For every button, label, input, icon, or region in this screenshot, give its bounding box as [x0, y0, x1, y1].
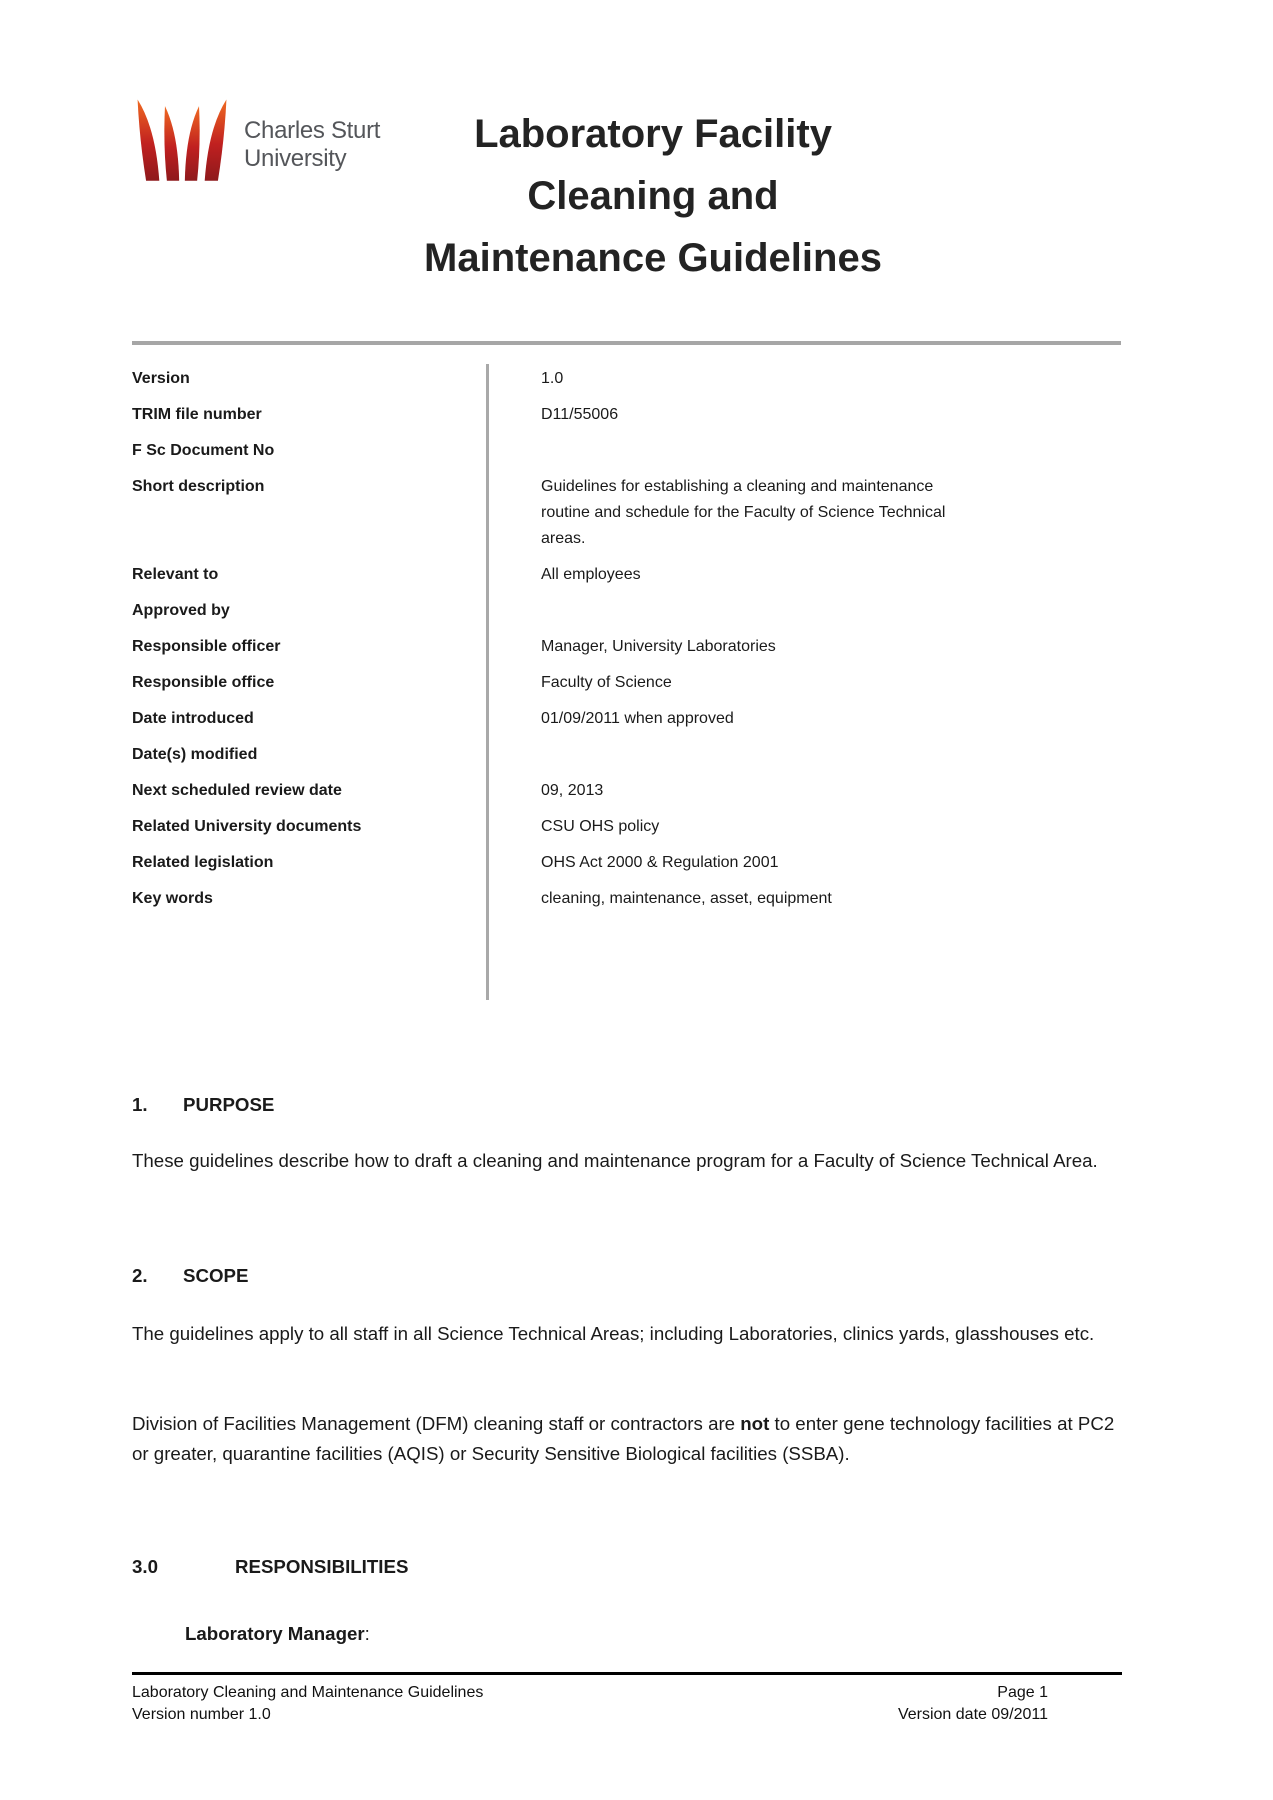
section-title: RESPONSIBILITIES: [235, 1556, 409, 1577]
footer-doc-title: Laboratory Cleaning and Maintenance Guidelines: [132, 1684, 484, 1701]
metadata-row: [132, 366, 1122, 392]
metadata-row: [132, 634, 1122, 660]
metadata-label: Next scheduled review date: [132, 782, 342, 799]
section-title: SCOPE: [183, 1265, 249, 1286]
footer-version-date: Version date 09/2011: [897, 1706, 1048, 1723]
metadata-label: Version: [132, 370, 190, 387]
metadata-label: Related legislation: [132, 854, 274, 871]
metadata-label: Approved by: [132, 602, 230, 619]
section-number: 2.: [132, 1265, 148, 1286]
metadata-row: [132, 886, 1122, 912]
metadata-row: [132, 706, 1122, 732]
metadata-label: Responsible office: [132, 674, 275, 691]
logo-org-line1: Charles Sturt: [244, 117, 381, 144]
metadata-row: [132, 850, 1122, 876]
metadata-value: OHS Act 2000 & Regulation 2001: [541, 854, 779, 871]
title-line3: Maintenance Guidelines: [424, 236, 882, 280]
section-heading-scope: [132, 1265, 248, 1287]
metadata-label: Related University documents: [132, 818, 362, 835]
metadata-label: Date introduced: [132, 710, 254, 727]
title-line1: Laboratory Facility: [474, 112, 832, 156]
metadata-value: 09, 2013: [541, 782, 604, 799]
section-heading-purpose: [132, 1094, 274, 1116]
metadata-table: [132, 366, 1122, 922]
metadata-row: [132, 814, 1122, 840]
metadata-value: cleaning, maintenance, asset, equipment: [541, 890, 832, 907]
metadata-value: Manager, University Laboratories: [541, 638, 776, 655]
metadata-label: Key words: [132, 890, 213, 907]
metadata-row: [132, 670, 1122, 696]
scope-p2-text: Division of Facilities Management (DFM) cleaning staff or contractors are: [132, 1413, 741, 1434]
footer-rule: [132, 1672, 1122, 1675]
role-colon: :: [364, 1623, 370, 1644]
footer-left: [132, 1682, 483, 1726]
responsibility-role-heading: [185, 1619, 370, 1649]
metadata-label: F Sc Document No: [132, 442, 275, 459]
section-number: 3.0: [132, 1556, 158, 1577]
metadata-value: CSU OHS policy: [541, 818, 660, 835]
scope-p2-emphasis: not: [740, 1413, 770, 1434]
logo-org-line2: University: [244, 145, 347, 172]
footer-right: [898, 1682, 1122, 1726]
footer-page-number: Page 1: [997, 1684, 1048, 1701]
metadata-value: 01/09/2011 when approved: [541, 710, 734, 727]
metadata-row: [132, 562, 1122, 588]
metadata-value: Guidelines for establishing a cleaning and maintenance routine and schedule for the Faculty of Science Technical areas.: [541, 478, 946, 547]
metadata-value: D11/55006: [541, 406, 619, 423]
metadata-row: [132, 402, 1122, 428]
metadata-row: [132, 742, 1122, 768]
metadata-row: [132, 474, 1122, 552]
scope-paragraph-2: [132, 1409, 1132, 1469]
metadata-value: 1.0: [541, 370, 564, 387]
title-line2: Cleaning and: [527, 174, 779, 218]
csu-flame-icon: [130, 99, 234, 190]
role-name: Laboratory Manager: [185, 1623, 365, 1644]
metadata-value: [489, 598, 986, 624]
metadata-label: Responsible officer: [132, 638, 281, 655]
metadata-label: Short description: [132, 478, 265, 495]
metadata-row: [132, 438, 1122, 464]
footer-version-number: Version number 1.0: [132, 1706, 271, 1723]
section-number: 1.: [132, 1094, 148, 1115]
purpose-paragraph: These guidelines describe how to draft a cleaning and maintenance program for a Faculty of Science Technical Area.: [132, 1150, 1098, 1171]
document-title: [323, 103, 983, 289]
metadata-row: [132, 778, 1122, 804]
section-title: PURPOSE: [183, 1094, 275, 1115]
metadata-value: [489, 742, 986, 768]
metadata-value: All employees: [541, 566, 641, 583]
metadata-value: [489, 438, 986, 464]
metadata-value: Faculty of Science: [541, 674, 672, 691]
metadata-label: Relevant to: [132, 566, 219, 583]
scope-p2-text: to enter gene technology facilities at PC2 or greater, quarantine facilities (AQIS) or Security Sensitive Biological facilities (SSBA).: [132, 1413, 1115, 1464]
header-divider-rule: [132, 341, 1121, 345]
scope-paragraph-1: The guidelines apply to all staff in all Science Technical Areas; including Laboratories, clinics yards, glasshouses etc.: [132, 1323, 1095, 1344]
metadata-label: Date(s) modified: [132, 746, 258, 763]
section-heading-responsibilities: [132, 1556, 408, 1578]
metadata-label: TRIM file number: [132, 406, 262, 423]
page-footer: [132, 1682, 1122, 1726]
metadata-row: [132, 598, 1122, 624]
